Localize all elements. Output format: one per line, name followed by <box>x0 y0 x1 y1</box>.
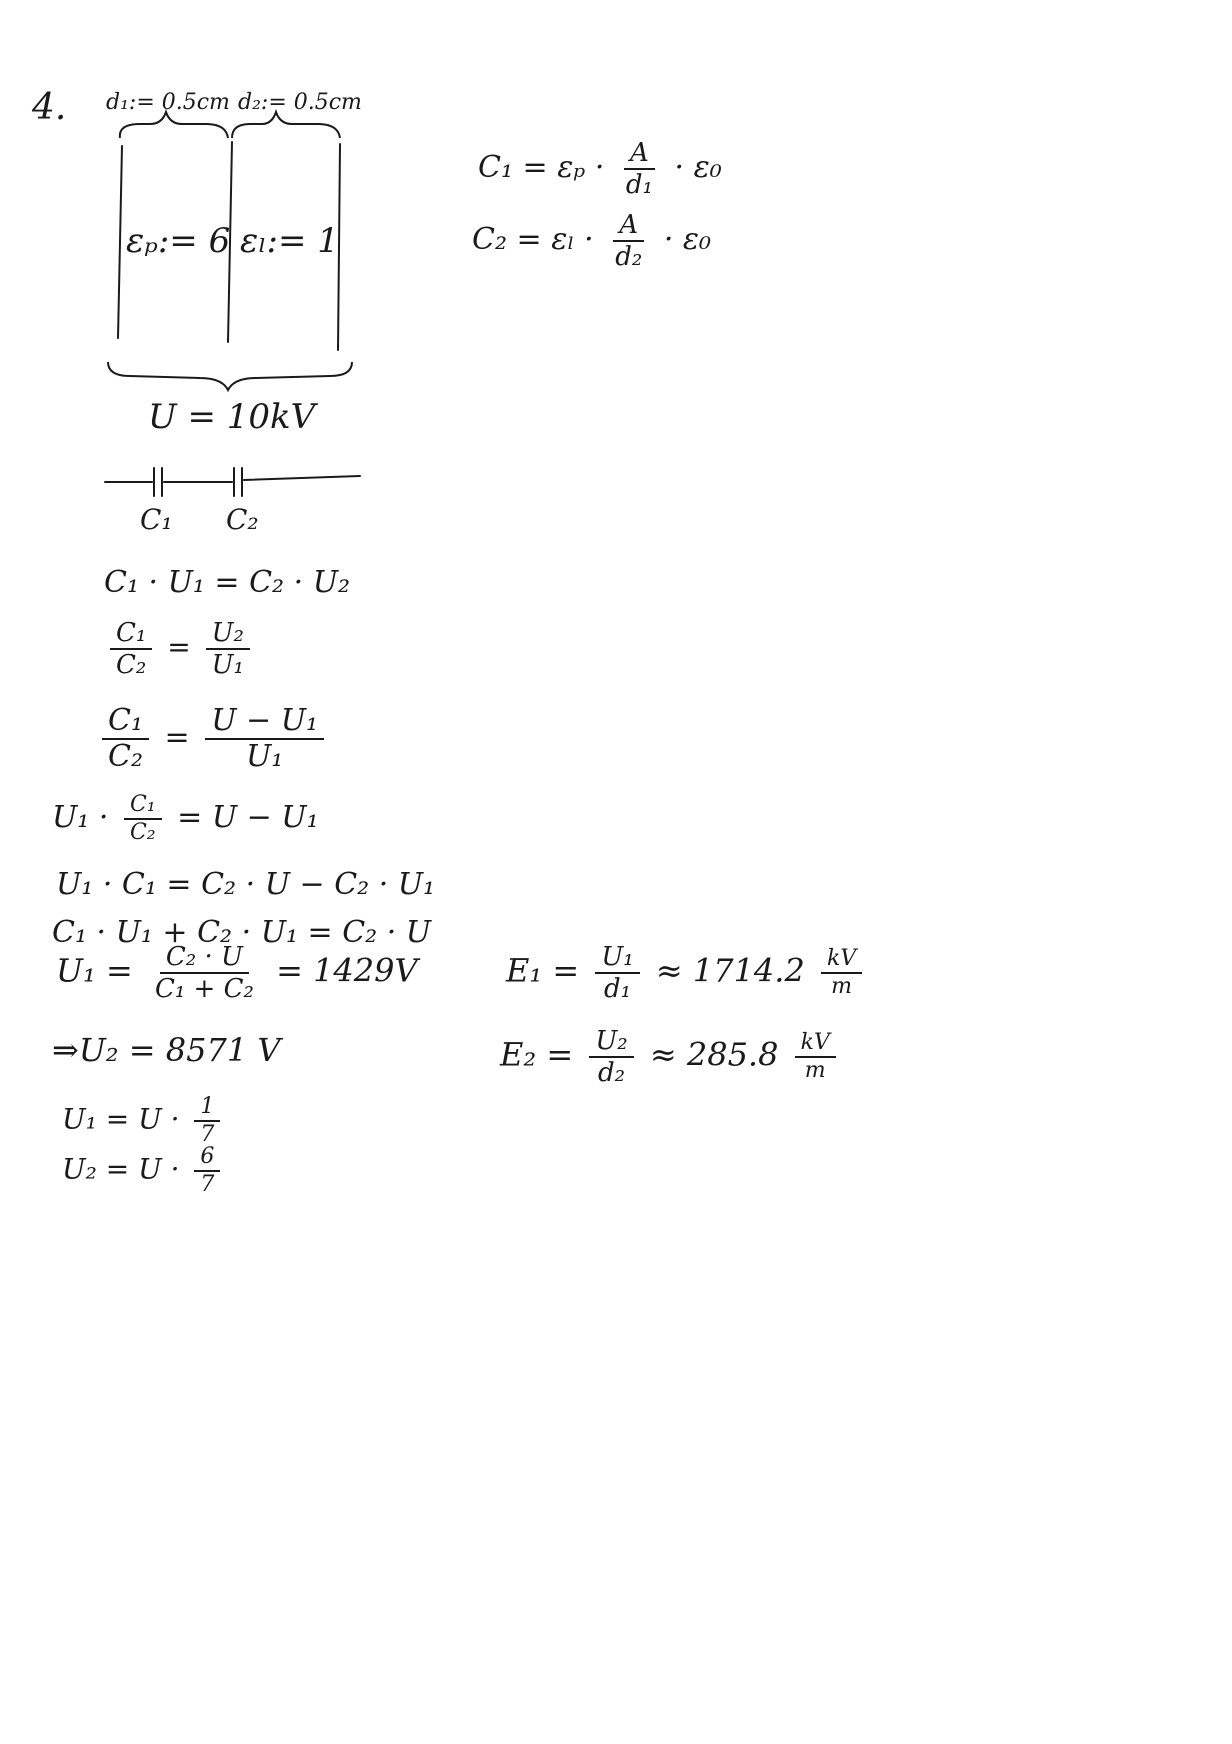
eq-substitute <box>96 703 330 774</box>
e2-lhs: E₂ = <box>500 1035 574 1074</box>
e2-value: ≈ 285.8 <box>649 1035 779 1074</box>
c1-fraction <box>620 140 659 198</box>
c2-fraction <box>609 212 648 270</box>
e1-unit <box>821 948 862 998</box>
eq-ratio <box>104 620 256 678</box>
label-eps-p: εₚ:= 6 <box>126 221 231 261</box>
e1-lhs: E₁ = <box>506 951 580 990</box>
eq10-fraction <box>194 1146 220 1196</box>
problem-number: 4. <box>32 87 67 128</box>
eq3-right-fraction <box>205 703 324 774</box>
c1-denominator: d₁ <box>625 170 653 200</box>
label-c1: C₁ <box>140 503 173 536</box>
eq-field-e2 <box>500 1028 842 1086</box>
eq2-right-num: U₂ <box>206 620 250 650</box>
eq7-fraction <box>149 944 260 1002</box>
e2-den: d₂ <box>597 1058 626 1088</box>
eq3-right-den: U₁ <box>245 739 284 774</box>
eq2-left-fraction <box>110 620 152 678</box>
eq2-left-den: C₂ <box>116 650 147 680</box>
label-d2: d₂:= 0.5cm <box>238 90 362 115</box>
c2-numerator: A <box>613 212 644 242</box>
eq2-equals: = <box>167 630 191 664</box>
c2-rhs: · ε₀ <box>663 222 712 257</box>
label-c2: C₂ <box>226 503 259 536</box>
e1-value: ≈ 1714.2 <box>655 951 805 990</box>
e1-fraction <box>595 944 639 1002</box>
brace-d2 <box>232 112 340 138</box>
c1-lhs: C₁ = εₚ · <box>478 150 605 185</box>
eq4-den: C₂ <box>129 820 156 845</box>
eq7-rhs: = 1429V <box>276 951 418 990</box>
eq2-right-den: U₁ <box>211 650 244 680</box>
eq3-left-fraction <box>102 703 149 774</box>
c2-lhs: C₂ = εₗ · <box>472 222 594 257</box>
e1-num: U₁ <box>595 944 639 974</box>
e2-unit-num: kV <box>795 1032 836 1058</box>
eq-u2-result: ⇒U₂ = 8571 V <box>52 1031 281 1069</box>
eq7-lhs: U₁ = <box>56 951 133 990</box>
eq9-den: 7 <box>200 1122 215 1147</box>
e2-unit <box>795 1032 836 1082</box>
label-eps-l: εₗ:= 1 <box>240 221 339 261</box>
eq9-lhs: U₁ = U · <box>62 1102 180 1136</box>
eq4-num: C₁ <box>124 794 162 820</box>
plate-left <box>118 146 122 338</box>
eq-u1-result <box>56 944 418 1002</box>
eq3-left-num: C₁ <box>102 706 149 740</box>
label-voltage: U = 10kV <box>148 397 316 437</box>
e1-unit-den: m <box>831 974 853 999</box>
eq9-fraction <box>194 1096 220 1146</box>
eq-charge-equality: C₁ · U₁ = C₂ · U₂ <box>104 565 351 600</box>
brace-d1 <box>120 112 228 138</box>
eq4-lhs: U₁ · <box>52 800 109 835</box>
eq3-left-den: C₂ <box>108 739 143 774</box>
formula-c1 <box>478 140 722 198</box>
eq10-num: 6 <box>194 1146 220 1172</box>
eq-u1-fraction <box>62 1096 226 1146</box>
eq-u2-fraction <box>62 1146 226 1196</box>
e2-fraction <box>589 1028 633 1086</box>
eq-field-e1 <box>506 944 868 1002</box>
c1-numerator: A <box>624 140 655 170</box>
eq4-rhs: = U − U₁ <box>177 800 319 835</box>
eq3-equals: = <box>164 720 190 755</box>
c1-rhs: · ε₀ <box>674 150 722 185</box>
wire-right <box>244 476 360 480</box>
eq-expand: U₁ · C₁ = C₂ · U − C₂ · U₁ <box>56 867 436 902</box>
eq9-num: 1 <box>194 1096 220 1122</box>
label-d1: d₁:= 0.5cm <box>106 90 230 115</box>
eq-rearrange <box>52 794 319 844</box>
e1-den: d₁ <box>603 974 632 1004</box>
e2-unit-den: m <box>804 1058 826 1083</box>
eq7-num: C₂ · U <box>160 944 249 974</box>
eq3-right-num: U − U₁ <box>205 706 324 740</box>
formula-c2 <box>472 212 711 270</box>
eq-collect: C₁ · U₁ + C₂ · U₁ = C₂ · U <box>52 915 432 950</box>
eq2-right-fraction <box>206 620 250 678</box>
eq10-lhs: U₂ = U · <box>62 1152 180 1186</box>
eq4-fraction <box>124 794 162 844</box>
eq7-den: C₁ + C₂ <box>154 974 254 1004</box>
eq10-den: 7 <box>200 1172 215 1197</box>
eq2-left-num: C₁ <box>110 620 152 650</box>
e2-num: U₂ <box>589 1028 633 1058</box>
c2-denominator: d₂ <box>615 242 643 272</box>
brace-total <box>108 362 352 390</box>
e1-unit-num: kV <box>821 948 862 974</box>
